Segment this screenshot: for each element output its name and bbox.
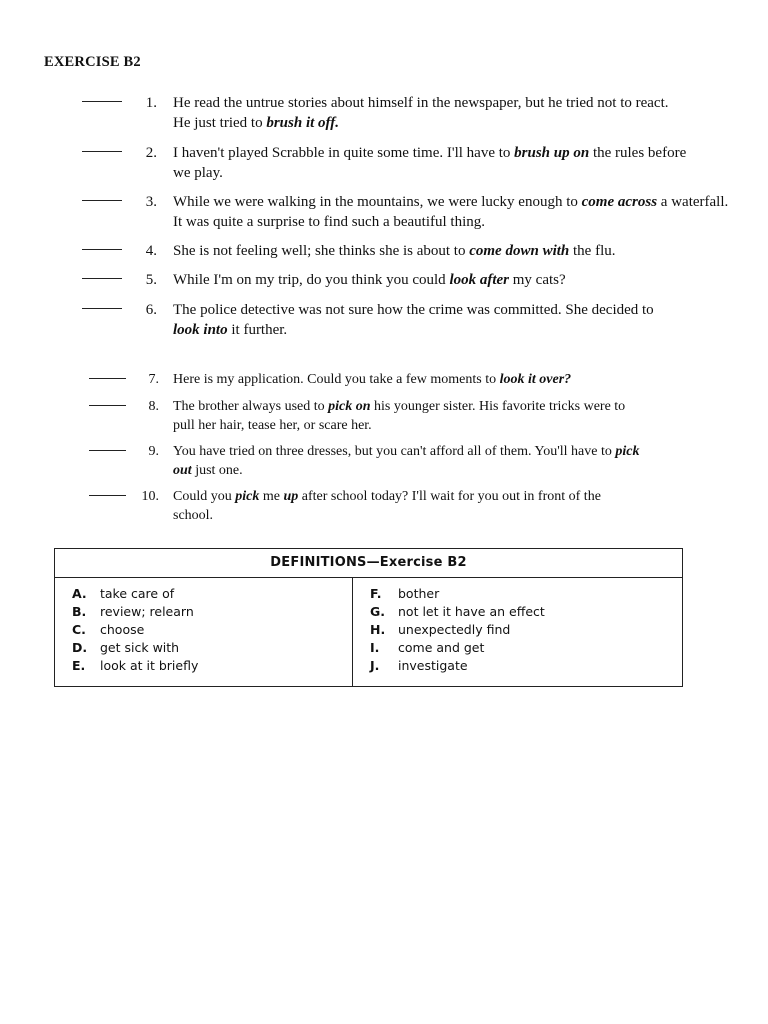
definition-text: not let it have an effect [398, 604, 545, 619]
answer-blank[interactable] [89, 405, 126, 406]
definition-letter: C. [72, 622, 86, 637]
phrasal-verb: come across [581, 194, 658, 210]
definition-text: investigate [398, 658, 468, 673]
answer-blank[interactable] [89, 495, 126, 496]
answer-blank[interactable] [82, 200, 122, 201]
question-number: 2. [145, 145, 157, 161]
question-text: The police detective was not sure how the crime was committed. She decided to look into it further. [173, 302, 654, 338]
definitions-box [54, 548, 683, 687]
answer-blank[interactable] [82, 249, 122, 250]
question-text: The brother always used to pick on his younger sister. His favorite tricks were to pull her hair, tease her, or scare her. [173, 399, 626, 433]
definition-letter: B. [72, 604, 87, 619]
question-number: 4. [145, 243, 157, 259]
definition-letter: F. [370, 586, 382, 601]
question-text: While I'm on my trip, do you think you could look after my cats? [173, 272, 566, 288]
definition-text: choose [100, 622, 145, 637]
question-text: You have tried on three dresses, but you can't afford all of them. You'll have to pick out just one. [173, 444, 640, 478]
phrasal-verb: look into [173, 321, 228, 338]
definition-letter: D. [72, 640, 88, 655]
question-number: 3. [145, 194, 157, 210]
phrasal-verb: brush up on [514, 145, 590, 161]
definitions-right-column [353, 578, 682, 686]
answer-blank[interactable] [82, 151, 122, 152]
definition-letter: E. [72, 658, 86, 673]
phrasal-verb: look after [449, 272, 510, 288]
definition-text: take care of [100, 586, 175, 601]
phrasal-verb: pick on [328, 399, 371, 414]
question-text: I haven't played Scrabble in quite some time. I'll have to brush up on the rules before we play. [173, 145, 687, 181]
exercise-title: EXERCISE B2 [44, 54, 141, 70]
definitions-heading: DEFINITIONS—Exercise B2 [55, 549, 682, 578]
question-number: 5. [145, 272, 157, 288]
phrasal-verb: brush it off. [266, 114, 339, 131]
definition-letter: H. [370, 622, 386, 637]
question-text: She is not feeling well; she thinks she is about to come down with the flu. [173, 243, 616, 259]
question-number: 7. [148, 372, 159, 387]
definition-letter: J. [370, 658, 380, 673]
definition-text: get sick with [100, 640, 180, 655]
phrasal-verb: pick out [173, 444, 640, 478]
definition-text: review; relearn [100, 604, 194, 619]
phrasal-verb: pick [235, 489, 260, 504]
question-number: 1. [145, 95, 157, 111]
answer-blank[interactable] [89, 450, 126, 451]
answer-blank[interactable] [82, 278, 122, 279]
definitions-left-column [55, 578, 353, 686]
question-number: 9. [148, 444, 159, 459]
question-number: 6. [145, 302, 157, 318]
phrasal-verb-particle: up [283, 489, 299, 504]
question-text: While we were walking in the mountains, we were lucky enough to come across a waterfall. It was quite a surprise to find such a beautiful thing. [173, 194, 729, 230]
question-text: Here is my application. Could you take a few moments to look it over? [173, 372, 572, 387]
phrasal-verb: look it over? [499, 372, 572, 387]
answer-blank[interactable] [89, 378, 126, 379]
question-text: Could you pick me up after school today? I'll wait for you out in front of the school. [173, 489, 601, 523]
question-text: He read the untrue stories about himself in the newspaper, but he tried not to react. He just tried to brush it off. [173, 95, 669, 131]
definition-text: look at it briefly [100, 658, 199, 673]
definition-text: unexpectedly find [398, 622, 511, 637]
answer-blank[interactable] [82, 101, 122, 102]
question-number: 8. [148, 399, 159, 414]
definition-text: come and get [398, 640, 485, 655]
question-number: 10. [141, 489, 159, 504]
answer-blank[interactable] [82, 308, 122, 309]
definition-text: bother [398, 586, 440, 601]
definition-letter: G. [370, 604, 386, 619]
phrasal-verb: come down with [469, 243, 570, 259]
definition-letter: A. [72, 586, 87, 601]
definition-letter: I. [370, 640, 380, 655]
